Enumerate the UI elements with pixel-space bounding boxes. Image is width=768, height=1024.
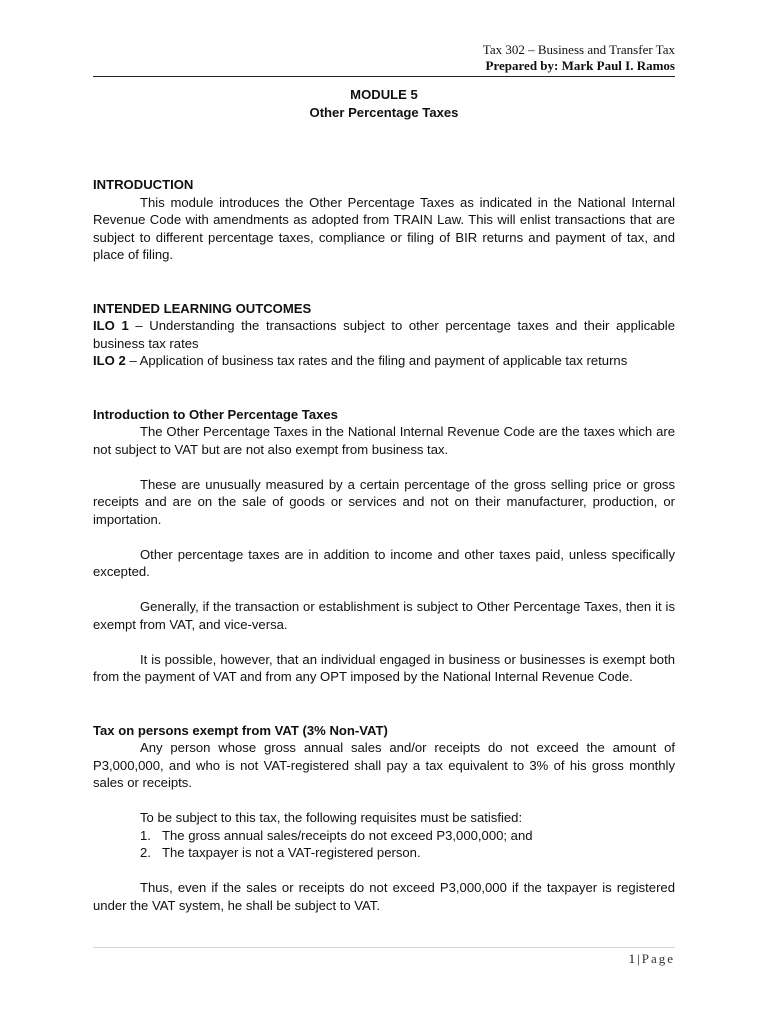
list-text: The taxpayer is not a VAT-registered person. [162, 845, 421, 860]
page-separator: | [637, 951, 640, 966]
module-subtitle: Other Percentage Taxes [309, 105, 459, 120]
ilo-item [93, 352, 675, 370]
non-vat-paragraph: Any person whose gross annual sales and/or receipts do not exceed the amount of P3,000,000, and who is not VAT-registered shall pay a tax equivalent to 3% of his gross monthly sales or receipts. [93, 740, 675, 790]
module-number: MODULE 5 [350, 87, 418, 102]
list-number: 1. [140, 827, 151, 843]
page-label: Page [641, 951, 675, 966]
ilo-item [93, 317, 675, 352]
learning-outcomes-heading: INTENDED LEARNING OUTCOMES [93, 300, 312, 316]
opt-paragraph: Generally, if the transaction or establishment is subject to Other Percentage Taxes, then it is exempt from VAT, and vice-versa. [93, 599, 675, 632]
opt-paragraph: These are unusually measured by a certain percentage of the gross selling price or gross receipts and are on the sale of goods or services and not on their manufacturer, production, or importation. [93, 476, 675, 527]
non-vat-section [93, 722, 675, 915]
introduction-section [93, 176, 675, 264]
footer-divider [93, 947, 675, 948]
document-body [93, 86, 675, 914]
course-title: Tax 302 – Business and Transfer Tax [482, 42, 675, 57]
page-header [93, 42, 675, 74]
list-text: The gross annual sales/receipts do not exceed P3,000,000; and [162, 827, 533, 843]
ilo-text: – Understanding the transactions subject to other percentage taxes and their applicable business tax rates [93, 318, 675, 351]
list-item [140, 844, 675, 862]
introduction-heading: INTRODUCTION [93, 177, 194, 192]
list-item [140, 827, 675, 845]
ilo-label: ILO 2 [93, 353, 126, 368]
requisites-list [93, 827, 675, 862]
opt-introduction-section [93, 406, 675, 686]
learning-outcomes-section [93, 300, 675, 370]
non-vat-heading: Tax on persons exempt from VAT (3% Non-VAT) [93, 722, 388, 738]
requisites-lead: To be subject to this tax, the following requisites must be satisfied: [140, 810, 523, 825]
opt-paragraph: Other percentage taxes are in addition to income and other taxes paid, unless specifically excepted. [93, 546, 675, 579]
opt-paragraph: The Other Percentage Taxes in the National Internal Revenue Code are the taxes which are not subject to VAT but are not also exempt from business tax. [93, 424, 675, 457]
opt-paragraph: It is possible, however, that an individual engaged in business or businesses is exempt both from the payment of VAT and from any OPT imposed by the National Internal Revenue Code. [93, 651, 675, 684]
ilo-label: ILO 1 [93, 318, 129, 333]
author-line: Prepared by: Mark Paul I. Ramos [485, 58, 675, 73]
introduction-paragraph: This module introduces the Other Percentage Taxes as indicated in the National Internal Revenue Code with amendments as adopted from TRAIN Law. This will enlist transactions that are subject to different percentage taxes, compliance or filing of BIR returns and payment of tax, and place of filing. [93, 194, 675, 262]
page-number: 1 [628, 951, 636, 966]
non-vat-closing: Thus, even if the sales or receipts do not exceed P3,000,000 if the taxpayer is registered under the VAT system, he shall be subject to VAT. [93, 880, 675, 913]
header-divider [93, 76, 675, 77]
list-number: 2. [140, 845, 151, 860]
opt-introduction-heading: Introduction to Other Percentage Taxes [93, 406, 338, 422]
module-title-block [93, 86, 675, 122]
ilo-text: – Application of business tax rates and the filing and payment of applicable tax returns [125, 353, 628, 368]
page-footer [629, 951, 675, 967]
